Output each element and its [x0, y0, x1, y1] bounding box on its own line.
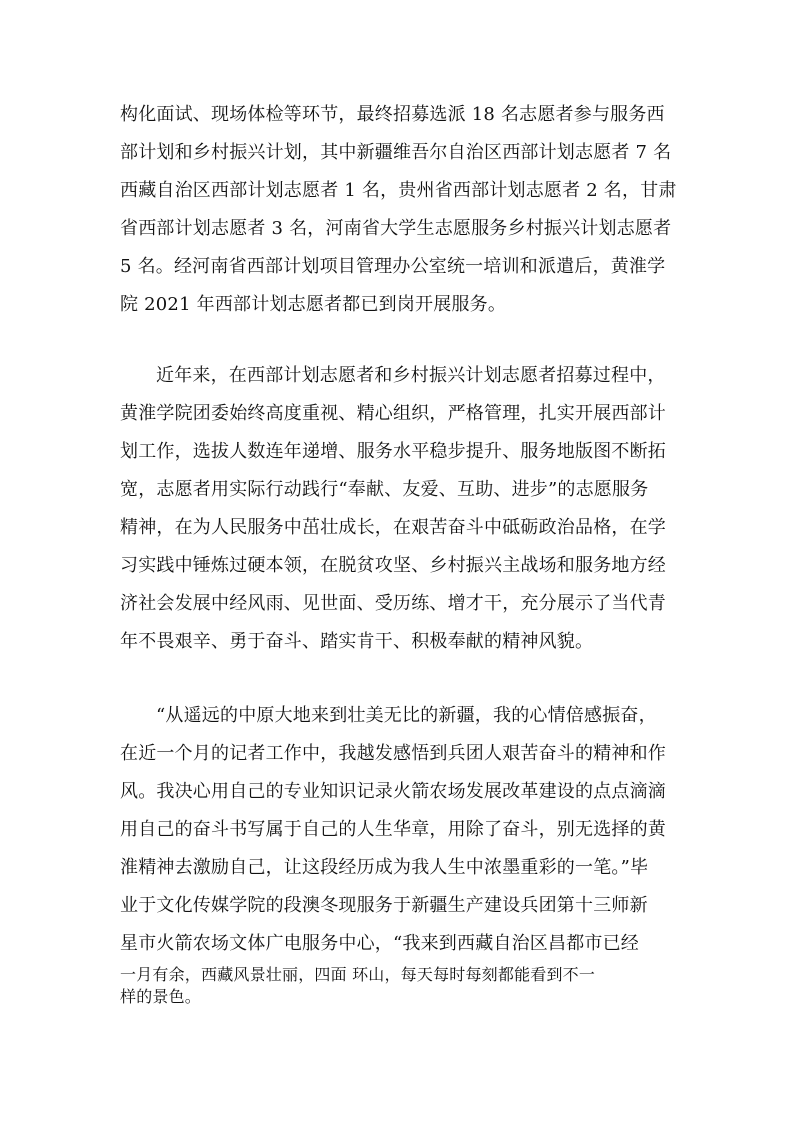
text-line: 部计划和乡村振兴计划，其中新疆维吾尔自治区西部计划志愿者 7 名 — [120, 142, 672, 163]
paragraph-recent-years — [120, 357, 680, 661]
text-line: “从遥远的中原大地来到壮美无比的新疆，我的心情倍感振奋， — [156, 705, 657, 726]
text-line: 星市火箭农场文体广电服务中心，“我来到西藏自治区昌都市已经 — [120, 933, 639, 954]
paragraph-recruitment — [120, 96, 680, 324]
paragraph-volunteer-quote — [120, 697, 680, 963]
text-line: 5 名。经河南省西部计划项目管理办公室统一培训和派遣后，黄淮学 — [120, 256, 666, 277]
text-line: 构化面试、现场体检等环节，最终招募选派 18 名志愿者参与服务西 — [120, 104, 665, 125]
text-line: 习实践中锤炼过硬本领，在脱贫攻坚、乡村振兴主战场和服务地方经 — [120, 555, 666, 576]
text-line: 宽，志愿者用实际行动践行“奉献、友爱、互助、进步”的志愿服务 — [120, 479, 649, 500]
text-line: 一月有余，西藏风景壮丽，四面 环山，每天每时每刻都能看到不一 — [120, 965, 596, 984]
text-line: 划工作，选拔人数连年递增、服务水平稳步提升、服务地版图不断拓 — [120, 441, 666, 462]
text-line: 济社会发展中经风雨、见世面、受历练、增才干，充分展示了当代青 — [120, 593, 666, 614]
text-line: 在近一个月的记者工作中，我越发感悟到兵团人艰苦奋斗的精神和作 — [120, 743, 666, 764]
text-line: 风。我决心用自己的专业知识记录火箭农场发展改革建设的点点滴滴 — [120, 781, 666, 802]
text-line: 精神，在为人民服务中茁壮成长，在艰苦奋斗中砥砺政治品格，在学 — [120, 517, 666, 538]
text-line: 省西部计划志愿者 3 名，河南省大学生志愿服务乡村振兴计划志愿者 — [120, 218, 672, 239]
text-line: 院 2021 年西部计划志愿者都已到岗开展服务。 — [120, 294, 507, 315]
text-line: 西藏自治区西部计划志愿者 1 名，贵州省西部计划志愿者 2 名，甘肃 — [120, 180, 677, 201]
paragraph-volunteer-quote-tail — [120, 964, 680, 1008]
text-line: 用自己的奋斗书写属于自己的人生华章，用除了奋斗，别无选择的黄 — [120, 819, 666, 840]
text-line: 样的景色。 — [120, 987, 202, 1006]
text-line: 业于文化传媒学院的段澳冬现服务于新疆生产建设兵团第十三师新 — [120, 895, 648, 916]
text-line: 近年来，在西部计划志愿者和乡村振兴计划志愿者招募过程中， — [156, 365, 666, 386]
text-line: 年不畏艰辛、勇于奋斗、踏实肯干、积极奉献的精神风貌。 — [120, 631, 594, 652]
text-line: 淮精神去激励自己，让这段经历成为我人生中浓墨重彩的一笔。”毕 — [120, 857, 649, 878]
text-line: 黄淮学院团委始终高度重视、精心组织，严格管理，扎实开展西部计 — [120, 403, 666, 424]
